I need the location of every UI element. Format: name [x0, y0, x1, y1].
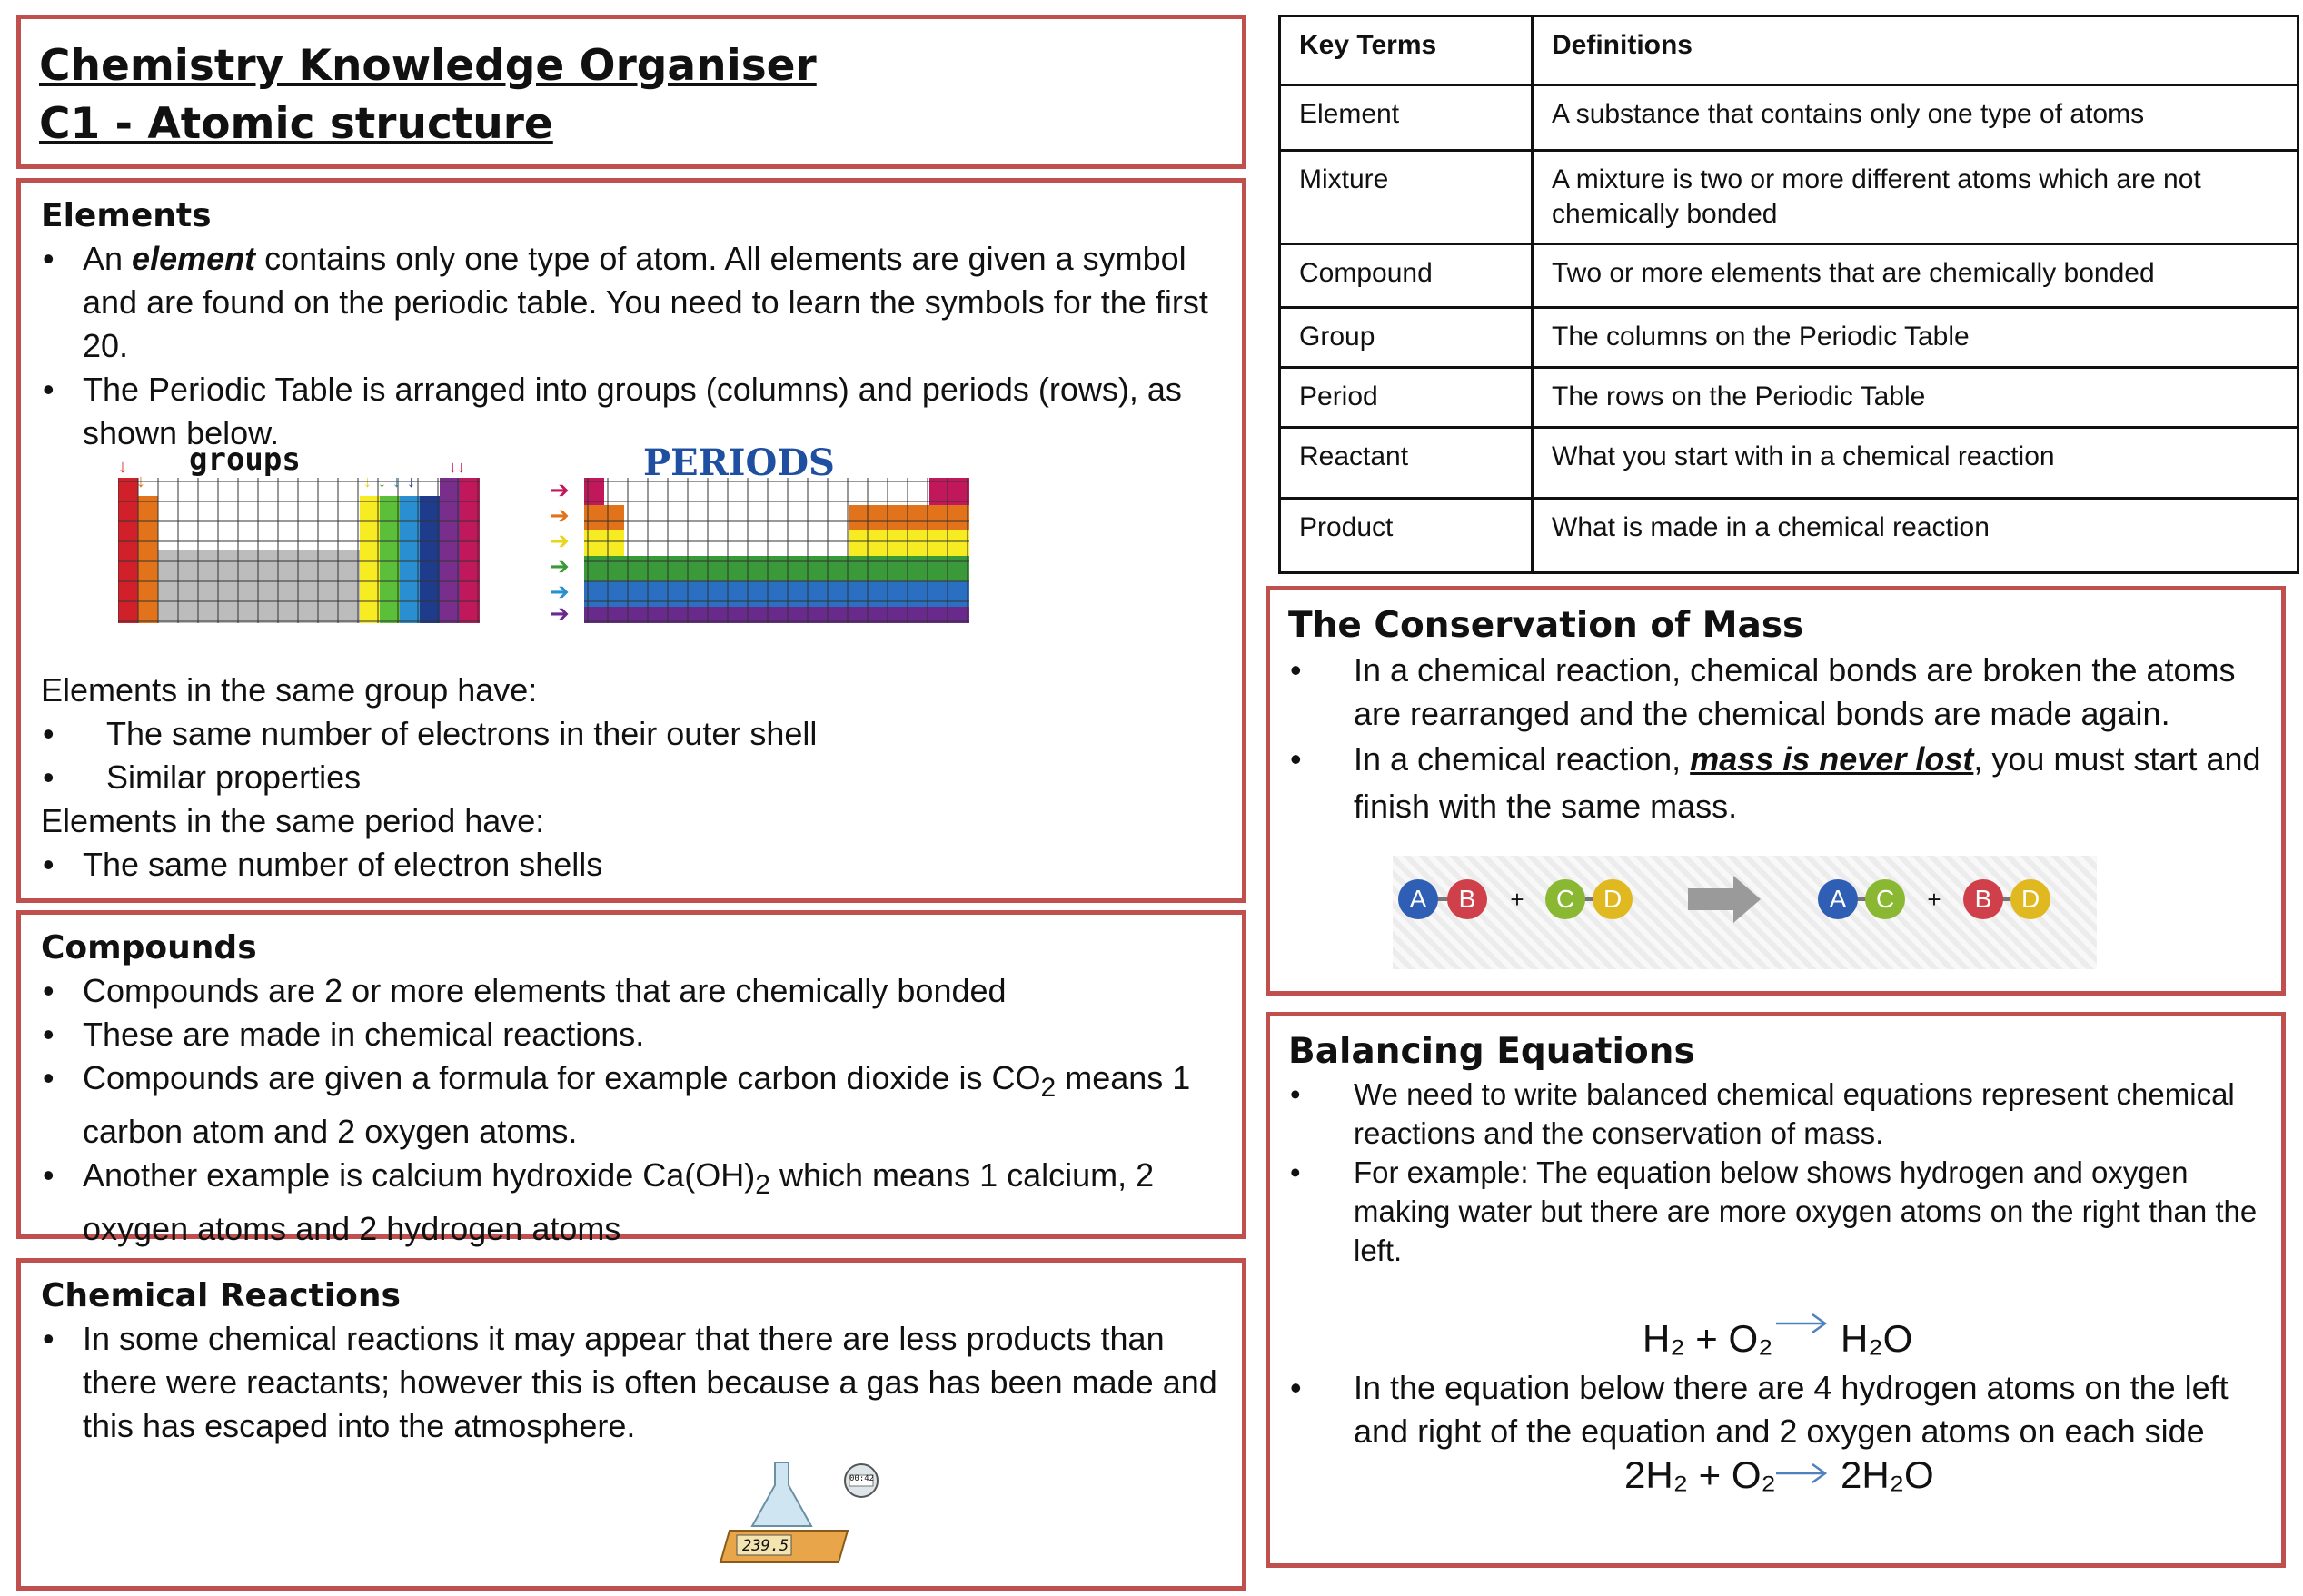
balancing-bullet-2: • For example: The equation below shows hydrogen and oxygen making water but there are more oxygen atoms on the right than the left. [1288, 1153, 2263, 1270]
reactions-bullet-1: • In some chemical reactions it may appear that there are less products than there were reactants; however this is often because a gas has been made and this has escaped into the atmosphere. [41, 1317, 1224, 1448]
definition-cell: What you start with in a chemical reaction [1533, 428, 2298, 499]
header-definitions: Definitions [1533, 16, 2298, 85]
table-row [1280, 428, 2298, 499]
flask-balance-graphic [711, 1444, 893, 1581]
svg-text:➔: ➔ [550, 527, 570, 554]
svg-text:↓↓: ↓↓ [449, 458, 465, 476]
elements-section [16, 178, 1246, 903]
definition-cell: The columns on the Periodic Table [1533, 308, 2298, 368]
plus-sign: + [1510, 886, 1524, 913]
conservation-heading: The Conservation of Mass [1288, 605, 1804, 646]
atom-b-label: B [1458, 885, 1476, 913]
atom-c-label: C [1556, 885, 1575, 913]
reactions-section [16, 1258, 1246, 1591]
compounds-bullet-1: • Compounds are 2 or more elements that are chemically bonded [41, 969, 1224, 1013]
arrow-icon [1774, 1460, 1829, 1487]
plus-sign: + [1927, 886, 1941, 913]
definition-cell: A substance that contains only one type of atoms [1533, 85, 2298, 151]
table-row [1280, 85, 2298, 151]
balancing-bullet-3: • In the equation below there are 4 hydrogen atoms on the left and right of the equation and 2 oxygen atoms on each side [1288, 1366, 2263, 1453]
term-cell: Element [1280, 85, 1533, 151]
table-row [1280, 244, 2298, 308]
term-cell: Period [1280, 368, 1533, 428]
atom-a-label: A [1829, 885, 1847, 913]
balancing-bullet-1: • We need to write balanced chemical equations represent chemical reactions and the conservation of mass. [1288, 1075, 2263, 1153]
compounds-bullet-3: • Compounds are given a formula for example carbon dioxide is $CO_2$ means 1 carbon atom and 2 oxygen atoms. [41, 1056, 1224, 1154]
conservation-bullet-2: • In a chemical reaction, mass is never lost, you must start and finish with the same mass. [1288, 736, 2263, 830]
periods-label: PERIODS [643, 441, 835, 484]
table-header-row [1280, 16, 2298, 85]
atom-c-label: C [1876, 885, 1895, 913]
svg-text:➔: ➔ [550, 501, 570, 529]
term-cell: Reactant [1280, 428, 1533, 499]
equation-1-right: H₂O [1841, 1317, 1913, 1360]
svg-text:↓: ↓ [118, 457, 127, 477]
compounds-heading: Compounds [41, 929, 257, 967]
equation-2-left: 2H₂ + O₂ [1624, 1453, 1776, 1496]
groups-label: groups [189, 441, 301, 478]
page-subtitle: C1 - Atomic structure [39, 99, 553, 149]
compounds-bullet-2: • These are made in chemical reactions. [41, 1013, 1224, 1056]
elements-bullet-1: • An element contains only one type of atom. All elements are given a symbol and are found on the periodic table. You need to learn the symbols for the first 20. [41, 237, 1224, 368]
period-intro: Elements in the same period have: [41, 802, 545, 839]
periods-periodic-table-image [548, 441, 975, 623]
table-row [1280, 499, 2298, 573]
period-point-1: • The same number of electron shells [41, 843, 1224, 887]
table-row [1280, 151, 2298, 244]
table-row [1280, 368, 2298, 428]
table-row [1280, 308, 2298, 368]
atom-d-label: D [1603, 885, 1623, 913]
conservation-section [1266, 586, 2286, 996]
atom-d-label: D [2021, 885, 2040, 913]
svg-text:➔: ➔ [550, 476, 570, 503]
timer-reading: 00:42 [849, 1474, 875, 1483]
key-terms-table [1278, 15, 2299, 574]
term-cell: Product [1280, 499, 1533, 573]
term-cell: Compound [1280, 244, 1533, 308]
balancing-heading: Balancing Equations [1288, 1031, 1695, 1072]
groups-periodic-table-image [98, 441, 498, 623]
svg-text:➔: ➔ [550, 600, 570, 623]
elements-bullet-2: • The Periodic Table is arranged into groups (columns) and periods (rows), as shown below. [41, 368, 1224, 455]
page-title: Chemistry Knowledge Organiser [39, 41, 817, 91]
svg-text:➔: ➔ [550, 578, 570, 605]
group-point-1: • The same number of electrons in their outer shell [41, 712, 1224, 756]
definition-cell: A mixture is two or more different atoms which are not chemically bonded [1533, 151, 2298, 244]
group-point-2: • Similar properties [41, 756, 1224, 799]
term-cell: Mixture [1280, 151, 1533, 244]
definition-cell: The rows on the Periodic Table [1533, 368, 2298, 428]
arrow-icon [1774, 1307, 1829, 1334]
atom-b-label: B [1974, 885, 1992, 913]
conservation-bullet-1: • In a chemical reaction, chemical bonds are broken the atoms are rearranged and the chemical bonds are made again. [1288, 649, 2263, 736]
compounds-section [16, 910, 1246, 1248]
equation-2-right: 2H₂O [1841, 1453, 1934, 1496]
elements-heading: Elements [41, 197, 212, 234]
definition-cell: Two or more elements that are chemically bonded [1533, 244, 2298, 308]
scale-reading: 239.5 [742, 1537, 789, 1555]
header-key-terms: Key Terms [1280, 16, 1533, 85]
group-intro: Elements in the same group have: [41, 671, 538, 709]
reactions-heading: Chemical Reactions [41, 1277, 401, 1314]
equation-1-left: H₂ + O₂ [1643, 1317, 1773, 1360]
title-box [16, 15, 1246, 169]
atoms-rearrangement-diagram [1393, 856, 2097, 969]
flask-on-balance-image [711, 1444, 893, 1581]
definition-cell: What is made in a chemical reaction [1533, 499, 2298, 573]
compounds-bullet-4: • Another example is calcium hydroxide $Ca(OH)_2$ which means 1 calcium, 2 oxygen atoms and 2 hydrogen atoms [41, 1154, 1224, 1251]
svg-text:➔: ➔ [550, 552, 570, 580]
term-cell: Group [1280, 308, 1533, 368]
atom-a-label: A [1409, 885, 1427, 913]
balancing-section [1266, 1012, 2286, 1568]
